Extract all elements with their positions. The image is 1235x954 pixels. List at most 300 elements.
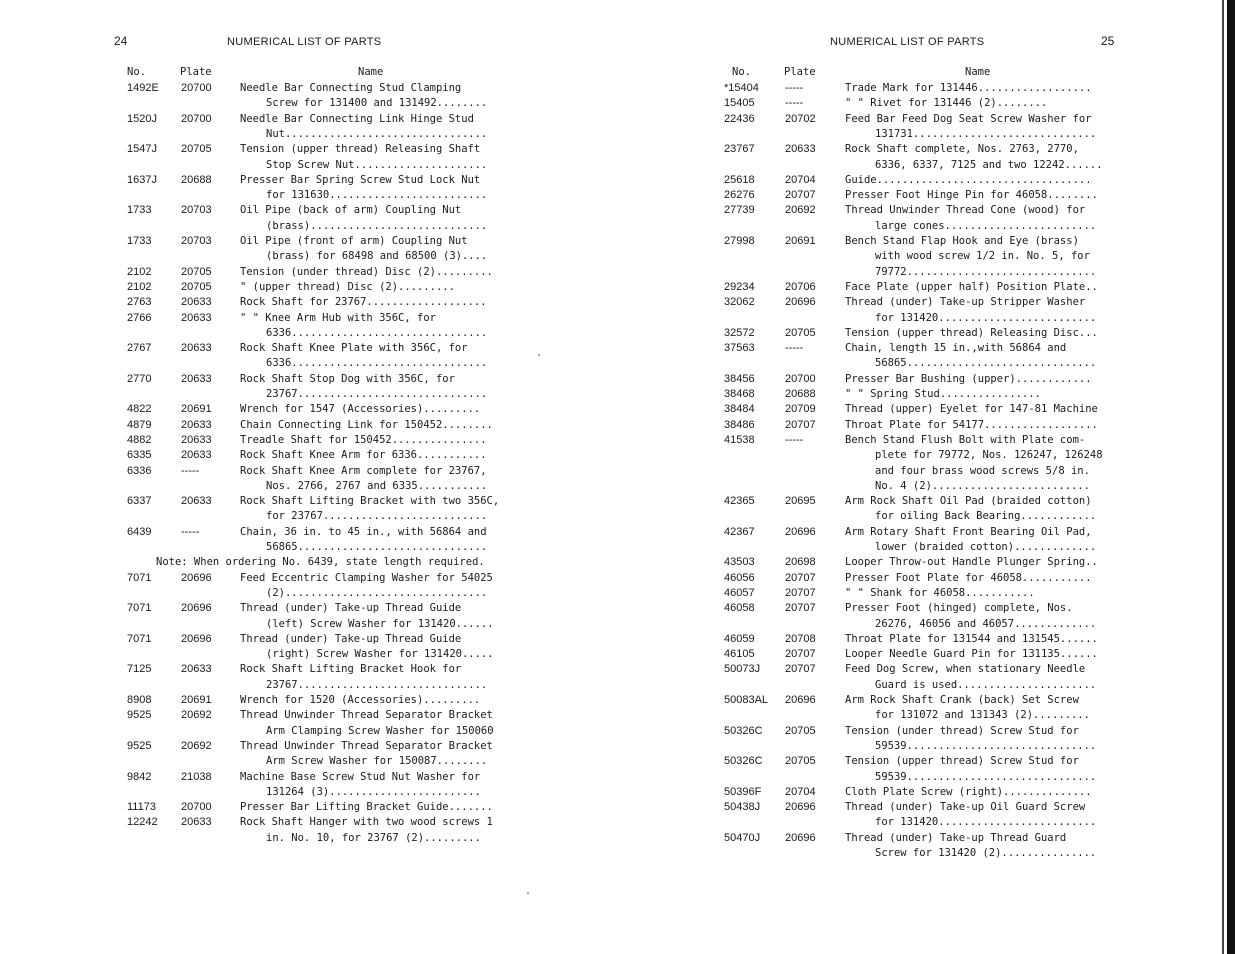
continuation-row xyxy=(0,723,617,739)
plate-number: ----- xyxy=(181,525,200,538)
part-number: 12242 xyxy=(127,816,158,829)
part-number: 2763 xyxy=(127,296,152,309)
part-number: 46105 xyxy=(724,648,755,661)
continuation-row xyxy=(617,845,1235,861)
table-row xyxy=(617,111,1235,127)
part-name: Chain, 36 in. to 45 in., with 56864 and xyxy=(240,525,487,538)
plate-number: 20633 xyxy=(181,495,212,508)
table-row xyxy=(0,264,617,280)
part-name: Tension (under thread) Screw Stud for xyxy=(845,724,1079,737)
part-number: 50326C xyxy=(724,724,763,737)
part-name: Thread Unwinder Thread Separator Bracket xyxy=(240,739,493,752)
part-number: 38486 xyxy=(724,418,755,431)
plate-number: 20633 xyxy=(181,296,212,309)
part-number: 1637J xyxy=(127,173,157,186)
table-row xyxy=(617,233,1235,249)
table-row xyxy=(0,294,617,310)
table-row xyxy=(617,554,1235,570)
continuation-row xyxy=(0,508,617,524)
continuation-row xyxy=(617,463,1235,479)
table-row xyxy=(617,95,1235,111)
part-name: Looper Throw-out Handle Plunger Spring.. xyxy=(845,556,1098,569)
part-number: 38456 xyxy=(724,372,755,385)
plate-number: 20696 xyxy=(181,571,212,584)
part-name: Cloth Plate Screw (right).............. xyxy=(845,785,1092,798)
table-row xyxy=(617,325,1235,341)
plate-number: 20633 xyxy=(181,433,212,446)
part-name: Stop Screw Nut..................... xyxy=(266,158,488,171)
table-row xyxy=(617,417,1235,433)
part-name: (left) Screw Washer for 131420...... xyxy=(266,617,494,630)
part-name: Thread Unwinder Thread Cone (wood) for xyxy=(845,204,1086,217)
part-number: 38468 xyxy=(724,388,755,400)
part-name: Oil Pipe (back of arm) Coupling Nut xyxy=(240,204,462,217)
part-name: Feed Eccentric Clamping Washer for 54025 xyxy=(240,571,493,584)
continuation-row xyxy=(0,218,617,234)
part-name: Presser Foot Plate for 46058........... xyxy=(845,571,1092,584)
plate-number: 20696 xyxy=(785,296,816,309)
plate-number: 20703 xyxy=(181,235,212,247)
table-row xyxy=(617,401,1235,417)
part-name: Thread (upper) Eyelet for 147-81 Machine xyxy=(845,403,1098,416)
continuation-row xyxy=(617,248,1235,264)
continuation-row xyxy=(617,218,1235,234)
part-number: 11173 xyxy=(127,801,156,814)
continuation-row xyxy=(617,447,1235,463)
plate-number: 20696 xyxy=(785,694,816,706)
plate-number: 20700 xyxy=(181,82,212,94)
continuation-row xyxy=(617,264,1235,280)
plate-number: 20692 xyxy=(181,709,212,722)
part-number: 50470J xyxy=(724,831,761,844)
plate-number: 21038 xyxy=(181,770,212,783)
part-name: Guide.................................. xyxy=(845,173,1092,186)
continuation-row xyxy=(0,126,617,142)
part-name: (right) Screw Washer for 131420..... xyxy=(266,648,494,661)
part-name: 131731............................. xyxy=(875,127,1097,140)
continuation-row xyxy=(0,325,617,341)
plate-number: 20704 xyxy=(785,785,816,798)
part-number: 46059 xyxy=(724,632,755,645)
plate-number: 20695 xyxy=(785,495,816,508)
table-row xyxy=(617,340,1235,356)
column-header-plate: Plate xyxy=(784,66,816,78)
part-name: Oil Pipe (front of arm) Coupling Nut xyxy=(240,235,468,247)
continuation-row xyxy=(617,814,1235,830)
table-row xyxy=(617,830,1235,846)
table-row xyxy=(0,279,617,295)
part-name: 6336, 6337, 7125 and two 12242...... xyxy=(875,158,1103,171)
part-number: 46056 xyxy=(724,571,755,584)
continuation-row xyxy=(617,677,1235,693)
table-row xyxy=(0,570,617,586)
part-number: 1492E xyxy=(127,82,159,94)
part-name: 131264 (3)........................ xyxy=(266,785,481,798)
part-number: 32062 xyxy=(724,296,755,309)
plate-number: 20696 xyxy=(785,525,816,538)
part-name: Chain Connecting Link for 150452........ xyxy=(240,418,493,431)
table-row xyxy=(617,600,1235,616)
part-name: Tension (under thread) Disc (2)......... xyxy=(240,265,493,278)
part-name: large cones........................ xyxy=(875,219,1097,232)
part-name: Arm Screw Washer for 150087........ xyxy=(266,755,488,768)
continuation-row xyxy=(617,769,1235,785)
part-number: 43503 xyxy=(724,556,755,569)
column-header-plate: Plate xyxy=(180,66,212,78)
continuation-row xyxy=(617,738,1235,754)
part-number: 41538 xyxy=(724,433,755,446)
continuation-row xyxy=(617,310,1235,326)
plate-number: 20691 xyxy=(181,403,212,416)
part-number: 2767 xyxy=(127,342,152,355)
part-number: 1733 xyxy=(127,235,152,247)
part-name: Rock Shaft Stop Dog with 356C, for xyxy=(240,372,455,385)
part-name: Rock Shaft Knee Plate with 356C, for xyxy=(240,342,468,355)
part-name: for oiling Back Bearing............ xyxy=(875,510,1097,523)
part-name: plete for 79772, Nos. 126247, 126248 xyxy=(875,449,1103,462)
table-row xyxy=(617,141,1235,157)
part-number: 22436 xyxy=(724,112,755,125)
part-name: lower (braided cotton)............. xyxy=(875,541,1097,553)
part-name: (brass)............................ xyxy=(266,219,488,232)
part-name: Rock Shaft Hanger with two wood screws 1 xyxy=(240,816,493,829)
part-number: 50073J xyxy=(724,663,761,676)
table-row xyxy=(0,447,617,463)
table-row xyxy=(0,631,617,647)
plate-number: 20700 xyxy=(181,801,212,814)
table-row xyxy=(0,738,617,754)
plate-number: 20707 xyxy=(785,418,816,431)
column-header-name: Name xyxy=(965,66,991,78)
part-name: Tension (upper thread) Screw Stud for xyxy=(845,755,1079,768)
plate-number: 20633 xyxy=(181,372,212,385)
continuation-row xyxy=(617,157,1235,173)
part-name: 56865.............................. xyxy=(875,357,1097,370)
plate-number: ----- xyxy=(785,82,804,94)
column-header-name: Name xyxy=(358,66,384,78)
table-row xyxy=(617,386,1235,402)
part-name: " (upper thread) Disc (2)......... xyxy=(240,280,455,293)
scan-speck xyxy=(527,892,529,894)
part-number: 32572 xyxy=(724,326,755,339)
part-name: Thread (under) Take-up Thread Guide xyxy=(240,632,462,645)
part-name: Chain, length 15 in.,with 56864 and xyxy=(845,342,1067,355)
scan-speck xyxy=(538,354,540,356)
part-name: Bench Stand Flush Bolt with Plate com- xyxy=(845,433,1086,446)
part-number: 1520J xyxy=(127,112,157,125)
part-name: in. No. 10, for 23767 (2)......... xyxy=(266,831,481,844)
continuation-row xyxy=(617,355,1235,371)
part-number: 15405 xyxy=(724,97,755,110)
part-number: 6337 xyxy=(127,495,152,508)
continuation-row xyxy=(0,830,617,846)
table-row xyxy=(617,570,1235,586)
table-row xyxy=(0,692,617,708)
table-row xyxy=(617,692,1235,708)
part-name: Bench Stand Flap Hook and Eye (brass) xyxy=(845,235,1079,247)
part-name: Thread (under) Take-up Stripper Washer xyxy=(845,296,1086,309)
plate-number: 20692 xyxy=(181,739,212,752)
part-name: 79772.............................. xyxy=(875,265,1097,278)
plate-number: 20691 xyxy=(181,694,212,706)
part-number: 2770 xyxy=(127,372,152,385)
part-number: 42365 xyxy=(724,495,755,508)
part-name: Thread Unwinder Thread Separator Bracket xyxy=(240,709,493,722)
continuation-row xyxy=(0,646,617,662)
table-row xyxy=(617,661,1235,677)
plate-number: 20705 xyxy=(181,265,212,278)
part-name: Throat Plate for 131544 and 131545...... xyxy=(845,632,1098,645)
part-name: for 131420......................... xyxy=(875,311,1097,324)
part-name: Tension (upper thread) Releasing Disc... xyxy=(845,326,1098,339)
continuation-row xyxy=(0,784,617,800)
part-number: 23767 xyxy=(724,143,755,156)
plate-number: 20633 xyxy=(181,418,212,431)
part-name: Presser Bar Lifting Bracket Guide....... xyxy=(240,801,493,814)
part-number: 6439 xyxy=(127,525,152,538)
part-number: 9842 xyxy=(127,770,152,783)
part-name: Feed Dog Screw, when stationary Needle xyxy=(845,663,1086,676)
continuation-row xyxy=(617,478,1235,494)
part-number: 50396F xyxy=(724,785,762,798)
plate-number: 20705 xyxy=(785,326,816,339)
part-name: Arm Clamping Screw Washer for 150060 xyxy=(266,724,494,737)
part-name: with wood screw 1/2 in. No. 5, for xyxy=(875,250,1090,263)
part-name: " " Spring Stud................ xyxy=(845,388,1041,400)
part-name: 59539.............................. xyxy=(875,739,1097,752)
continuation-row xyxy=(0,478,617,494)
part-number: 2102 xyxy=(127,280,152,293)
part-number: 1733 xyxy=(127,204,152,217)
continuation-row xyxy=(0,616,617,632)
part-name: Machine Base Screw Stud Nut Washer for xyxy=(240,770,481,783)
table-row xyxy=(617,784,1235,800)
plate-number: 20705 xyxy=(181,143,212,156)
table-row xyxy=(617,723,1235,739)
running-head: NUMERICAL LIST OF PARTS xyxy=(830,36,985,48)
plate-number: 20704 xyxy=(785,173,816,186)
part-name: for 131420......................... xyxy=(875,816,1097,829)
part-name: Rock Shaft Knee Arm complete for 23767, xyxy=(240,464,487,477)
plate-number: 20696 xyxy=(181,602,212,615)
plate-number: 20696 xyxy=(785,801,816,814)
part-name: Thread (under) Take-up Oil Guard Screw xyxy=(845,801,1086,814)
page-number: 25 xyxy=(1101,34,1115,48)
plate-number: 20633 xyxy=(785,143,816,156)
plate-number: 20707 xyxy=(785,648,816,661)
part-number: 27739 xyxy=(724,204,755,217)
part-name: Trade Mark for 131446.................. xyxy=(845,82,1092,94)
plate-number: 20691 xyxy=(785,235,816,247)
right-page xyxy=(617,0,1235,954)
binding-edge xyxy=(1222,0,1224,954)
scan-edge-bar xyxy=(1227,0,1235,954)
continuation-row xyxy=(617,539,1235,555)
part-name: Treadle Shaft for 150452............... xyxy=(240,433,487,446)
part-number: 50438J xyxy=(724,801,761,814)
part-name: Thread (under) Take-up Thread Guard xyxy=(845,831,1067,844)
plate-number: 20706 xyxy=(785,280,816,293)
part-name: " " Rivet for 131446 (2)........ xyxy=(845,97,1048,110)
plate-number: ----- xyxy=(785,342,804,355)
table-row xyxy=(0,371,617,387)
table-row xyxy=(617,80,1235,96)
part-number: 4879 xyxy=(127,418,152,431)
part-name: 56865.............................. xyxy=(266,541,488,553)
continuation-row xyxy=(0,187,617,203)
table-row xyxy=(0,310,617,326)
part-name: Screw for 131420 (2)............... xyxy=(875,847,1097,859)
plate-number: ----- xyxy=(785,97,804,110)
plate-number: 20705 xyxy=(785,724,816,737)
plate-number: 20707 xyxy=(785,571,816,584)
ordering-note: Note: When ordering No. 6439, state length required. xyxy=(156,556,485,569)
table-row xyxy=(617,172,1235,188)
continuation-row xyxy=(0,386,617,402)
part-name: " " Knee Arm Hub with 356C, for xyxy=(240,311,436,324)
table-row xyxy=(0,661,617,677)
table-row xyxy=(617,585,1235,601)
plate-number: 20696 xyxy=(785,831,816,844)
plate-number: 20702 xyxy=(785,112,816,125)
plate-number: 20707 xyxy=(785,189,816,202)
plate-number: 20708 xyxy=(785,632,816,645)
table-row xyxy=(0,814,617,830)
part-number: 37563 xyxy=(724,342,755,355)
part-name: Needle Bar Connecting Stud Clamping xyxy=(240,82,462,94)
part-name: 6336............................... xyxy=(266,326,488,339)
table-row xyxy=(0,799,617,815)
part-name: Tension (upper thread) Releasing Shaft xyxy=(240,143,481,156)
part-number: *15404 xyxy=(724,82,759,94)
plate-number: ----- xyxy=(181,464,200,477)
part-number: 50326C xyxy=(724,755,763,768)
plate-number: 20705 xyxy=(785,755,816,768)
plate-number: 20703 xyxy=(181,204,212,217)
plate-number: 20688 xyxy=(785,388,816,400)
plate-number: 20698 xyxy=(785,556,816,569)
table-row xyxy=(0,432,617,448)
column-header-no: No. xyxy=(732,66,751,78)
part-name: No. 4 (2)......................... xyxy=(875,479,1090,492)
table-row xyxy=(0,600,617,616)
table-row xyxy=(0,493,617,509)
part-number: 27998 xyxy=(724,235,755,247)
part-number: 4822 xyxy=(127,403,152,416)
part-name: Presser Foot Hinge Pin for 46058........ xyxy=(845,189,1098,202)
continuation-row xyxy=(0,248,617,264)
note-row xyxy=(0,554,617,570)
table-row xyxy=(0,707,617,723)
table-row xyxy=(617,371,1235,387)
part-name: Needle Bar Connecting Link Hinge Stud xyxy=(240,112,474,125)
running-head: NUMERICAL LIST OF PARTS xyxy=(227,36,382,48)
table-row xyxy=(0,141,617,157)
part-number: 38484 xyxy=(724,403,755,416)
part-name: 6336............................... xyxy=(266,357,488,370)
table-row xyxy=(0,417,617,433)
left-page xyxy=(0,0,617,954)
continuation-row xyxy=(617,707,1235,723)
plate-number: 20700 xyxy=(785,372,816,385)
part-number: 1547J xyxy=(127,143,157,156)
part-name: 26276, 46056 and 46057............. xyxy=(875,617,1097,630)
part-name: Rock Shaft Lifting Bracket with two 356C, xyxy=(240,495,500,508)
continuation-row xyxy=(617,616,1235,632)
continuation-row xyxy=(0,677,617,693)
plate-number: 20633 xyxy=(181,449,212,462)
table-row xyxy=(0,202,617,218)
part-name: " " Shank for 46058........... xyxy=(845,586,1035,599)
part-name: Presser Foot (hinged) complete, Nos. xyxy=(845,602,1073,615)
part-number: 8908 xyxy=(127,694,152,706)
part-number: 9525 xyxy=(127,739,152,752)
part-number: 50083AL xyxy=(724,694,769,706)
table-row xyxy=(0,233,617,249)
table-row xyxy=(617,631,1235,647)
part-name: Nos. 2766, 2767 and 6335........... xyxy=(266,479,488,492)
part-name: Thread (under) Take-up Thread Guide xyxy=(240,602,462,615)
continuation-row xyxy=(0,95,617,111)
part-name: Feed Bar Feed Dog Seat Screw Washer for xyxy=(845,112,1092,125)
continuation-row xyxy=(0,753,617,769)
part-number: 4882 xyxy=(127,433,152,446)
part-name: Throat Plate for 54177.................. xyxy=(845,418,1098,431)
plate-number: 20696 xyxy=(181,632,212,645)
part-number: 2766 xyxy=(127,311,152,324)
plate-number: 20707 xyxy=(785,586,816,599)
continuation-row xyxy=(0,585,617,601)
table-row xyxy=(617,799,1235,815)
part-number: 7071 xyxy=(127,632,152,645)
part-number: 42367 xyxy=(724,525,755,538)
table-row xyxy=(617,279,1235,295)
part-name: (2)................................ xyxy=(266,586,488,599)
page-number: 24 xyxy=(114,34,128,48)
table-row xyxy=(617,294,1235,310)
part-name: Looper Needle Guard Pin for 131135...... xyxy=(845,648,1098,661)
part-name: Rock Shaft complete, Nos. 2763, 2770, xyxy=(845,143,1079,156)
part-name: Rock Shaft for 23767................... xyxy=(240,296,487,309)
part-name: 59539.............................. xyxy=(875,770,1097,783)
table-row xyxy=(617,493,1235,509)
part-name: Wrench for 1520 (Accessories)......... xyxy=(240,694,481,706)
part-name: Face Plate (upper half) Position Plate.. xyxy=(845,280,1098,293)
table-row xyxy=(0,769,617,785)
table-row xyxy=(617,202,1235,218)
table-row xyxy=(0,80,617,96)
part-number: 29234 xyxy=(724,280,755,293)
plate-number: 20705 xyxy=(181,280,212,293)
part-name: Rock Shaft Knee Arm for 6336........... xyxy=(240,449,487,462)
plate-number: 20700 xyxy=(181,112,212,125)
plate-number: 20692 xyxy=(785,204,816,217)
plate-number: 20688 xyxy=(181,173,212,186)
table-row xyxy=(0,524,617,540)
column-header-no: No. xyxy=(127,66,146,78)
table-row xyxy=(617,524,1235,540)
part-name: Presser Bar Spring Screw Stud Lock Nut xyxy=(240,173,481,186)
part-name: and four brass wood screws 5/8 in. xyxy=(875,464,1090,477)
part-name: Nut................................ xyxy=(266,127,488,140)
part-number: 7125 xyxy=(127,663,152,676)
part-name: for 131630......................... xyxy=(266,189,488,202)
part-number: 7071 xyxy=(127,571,152,584)
plate-number: 20633 xyxy=(181,342,212,355)
part-name: Guard is used...................... xyxy=(875,678,1097,691)
continuation-row xyxy=(0,157,617,173)
plate-number: 20707 xyxy=(785,663,816,676)
